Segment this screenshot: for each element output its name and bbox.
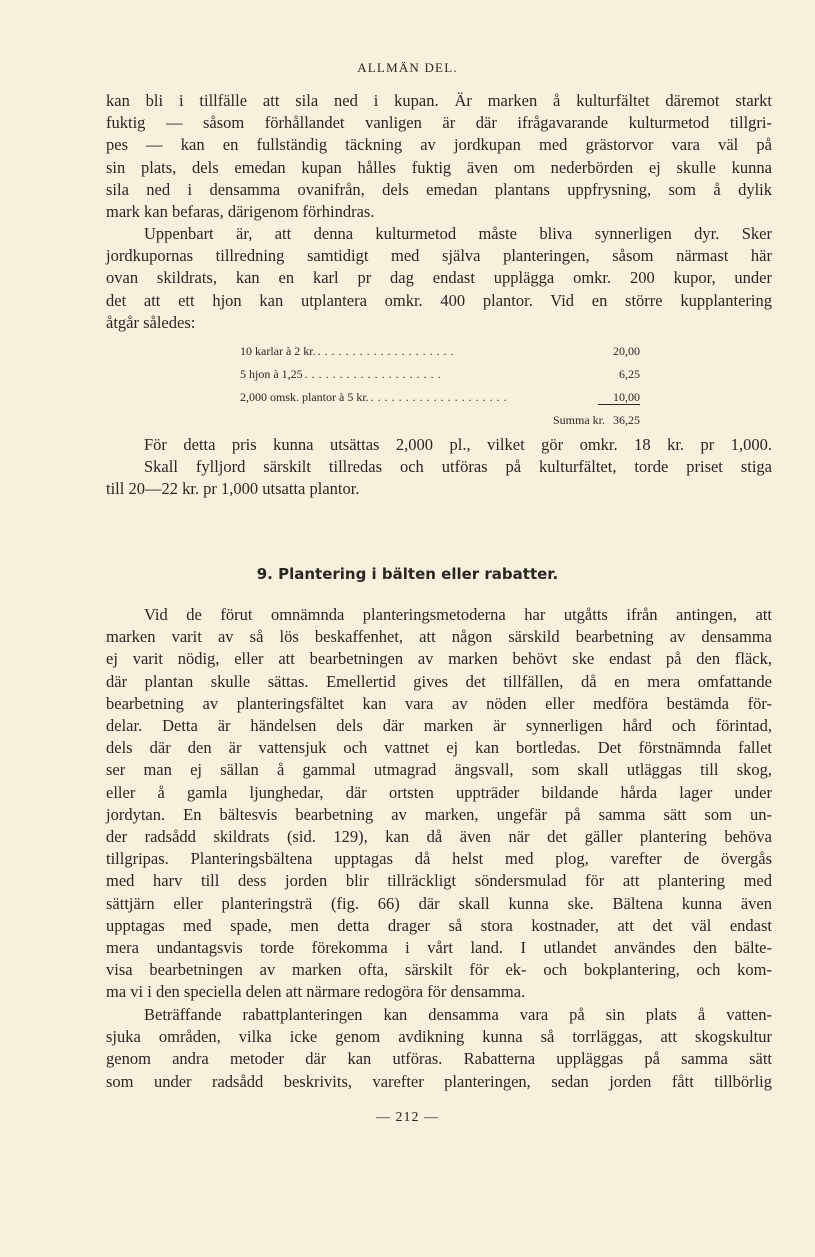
text-line: sin plats, dels emedan kupan hålles fuktig även om nederbörden ej skulle kunna bbox=[106, 157, 772, 177]
text-line: till 20—22 kr. pr 1,000 utsatta plantor. bbox=[106, 479, 360, 499]
text-line: sättjärn eller planteringsträ (fig. 66) där skall kunna ske. Bältena kunna även bbox=[106, 893, 772, 913]
running-head: ALLMÄN DEL. bbox=[357, 60, 458, 75]
sum-amount: 36,25 bbox=[613, 413, 640, 427]
text-line: marken varit av så lös beskaffenhet, att någon särskild bearbetning av densamma bbox=[106, 627, 772, 647]
text-line: ma vi i den speciella delen att närmare redogöra för densamma. bbox=[106, 982, 526, 1002]
text-line: mark kan befaras, därigenom förhindras. bbox=[106, 202, 375, 222]
text-line: Uppenbart är, att denna kulturmetod måste bliva synnerligen dyr. Sker bbox=[144, 224, 772, 243]
cost-table bbox=[240, 340, 640, 432]
cost-amount: 20,00 bbox=[613, 344, 640, 358]
text-line: tillgripas. Planteringsbältena upptagas då helst med plog, varefter de övergås bbox=[106, 849, 772, 869]
text-line: visa bearbetningen av marken ofta, särskilt för ek- och bokplantering, och kom- bbox=[106, 960, 772, 980]
text-line: För detta pris kunna utsättas 2,000 pl., vilket gör omkr. 18 kr. pr 1,000. bbox=[144, 435, 772, 454]
text-line: ovan skildrats, kan en karl pr dag endast uppläggа omkr. 200 kupor, under bbox=[106, 268, 772, 288]
page-number: — 212 — bbox=[376, 1110, 439, 1125]
cost-row bbox=[240, 363, 640, 386]
text-line: eller å gamla ljunghedar, där ortsten uppträder bildande hårda lager under bbox=[106, 782, 772, 802]
text-line: som under radsådd beskrivits, varefter planteringen, sedan jorden fått tillbörlig bbox=[106, 1071, 772, 1091]
paragraph-price bbox=[106, 434, 772, 501]
text-line: delar. Detta är händelsen dels där marken är synnerligen hård och förintad, bbox=[106, 716, 772, 736]
paragraph-kupan bbox=[106, 90, 772, 223]
text-line: ser man ej sällan å gammal utmagrad ängsvall, som skall utläggas till skog, bbox=[106, 760, 772, 780]
cost-label: 10 karlar à 2 kr. bbox=[240, 344, 316, 358]
text-line: bearbetning av planteringsfältet kan vara av nöden eller medföra bestämda för- bbox=[106, 693, 772, 713]
cost-row bbox=[240, 340, 640, 363]
text-line: Vid de förut omnämnda planteringsmetoderna har utgåtts ifrån antingen, att bbox=[144, 605, 772, 624]
text-line: jordytan. En bältesvis bearbetning av marken, ungefär på samma sätt som un- bbox=[106, 804, 772, 824]
paragraph-rabatt bbox=[106, 1004, 772, 1093]
text-line: Beträffande rabattplanteringen kan densamma vara på sin plats å vatten- bbox=[144, 1005, 772, 1024]
text-line: sila ned i densamma ovanifrån, dels emedan plantans uppfrysning, som å dylik bbox=[106, 179, 772, 199]
sum-label: Summa kr. bbox=[552, 413, 605, 427]
text-line: der radsådd skildrats (sid. 129), kan då även när det gäller plantering behöva bbox=[106, 827, 772, 847]
text-line: jordkupornas tillredning samtidigt med själva planteringen, såsom närmast här bbox=[106, 246, 772, 266]
text-line: det att ett hjon kan utplantera omkr. 400 plantor. Vid en större kupplantering bbox=[106, 290, 772, 310]
text-line: upptagas med spade, men detta drager så stora kostnader, att det väl endast bbox=[106, 915, 772, 935]
text-line: mera undantagsvis torde förekomma i vårt land. I utlandet användes den bälte- bbox=[106, 938, 772, 958]
text-line: pes — kan en fullständig täckning av jordkupan med grästorvor vara väl på bbox=[106, 135, 772, 155]
text-line: ej varit nödig, eller att bearbetningen av marken behövt ske endast på den fläck, bbox=[106, 649, 772, 669]
section-heading: 9. Plantering i bälten eller rabatter. bbox=[256, 565, 559, 583]
text-line: dels där den är vattensjuk och vattnet ej kan bortledas. Det förstnämnda fallet bbox=[106, 738, 772, 758]
cost-label: 5 hjon à 1,25 bbox=[240, 367, 303, 381]
sum-row bbox=[240, 409, 640, 432]
paragraph-baltesvis bbox=[106, 604, 772, 1004]
leader-dots: .................... bbox=[317, 344, 458, 358]
cost-amount: 6,25 bbox=[619, 367, 640, 381]
text-line: sjuka områden, vilka icke genom avdikning kunna så torrläggas, att skogskultur bbox=[106, 1027, 772, 1047]
text-line: fuktig — såsom förhållandet vanligen är där ifrågavarande kulturmetod tillgri- bbox=[106, 113, 772, 133]
leader-dots: .................... bbox=[304, 367, 445, 381]
cost-label: 2,000 omsk. plantor à 5 kr. bbox=[240, 390, 369, 404]
text-line: genom andra metoder där kan utföras. Rabatterna uppläggas på samma sätt bbox=[106, 1049, 772, 1069]
cost-amount: 10,00 bbox=[613, 390, 640, 404]
cost-row bbox=[240, 386, 640, 409]
paragraph-cost bbox=[106, 223, 772, 334]
sum-rule bbox=[598, 404, 640, 405]
text-line: med harv till dess jorden blir tillräckligt söndersmulad för att plantering med bbox=[106, 871, 772, 891]
text-line: där plantan skulle sättas. Emellertid gives det tillfällen, då en mera omfattande bbox=[106, 671, 772, 691]
text-line: kan bli i tillfälle att sila ned i kupan. Är marken å kulturfältet däremot starkt bbox=[106, 91, 772, 110]
text-line: Skall fylljord särskilt tillredas och utföras på kulturfältet, torde priset stiga bbox=[144, 457, 772, 477]
leader-dots: .................... bbox=[370, 390, 511, 404]
text-line: åtgår således: bbox=[106, 312, 196, 332]
